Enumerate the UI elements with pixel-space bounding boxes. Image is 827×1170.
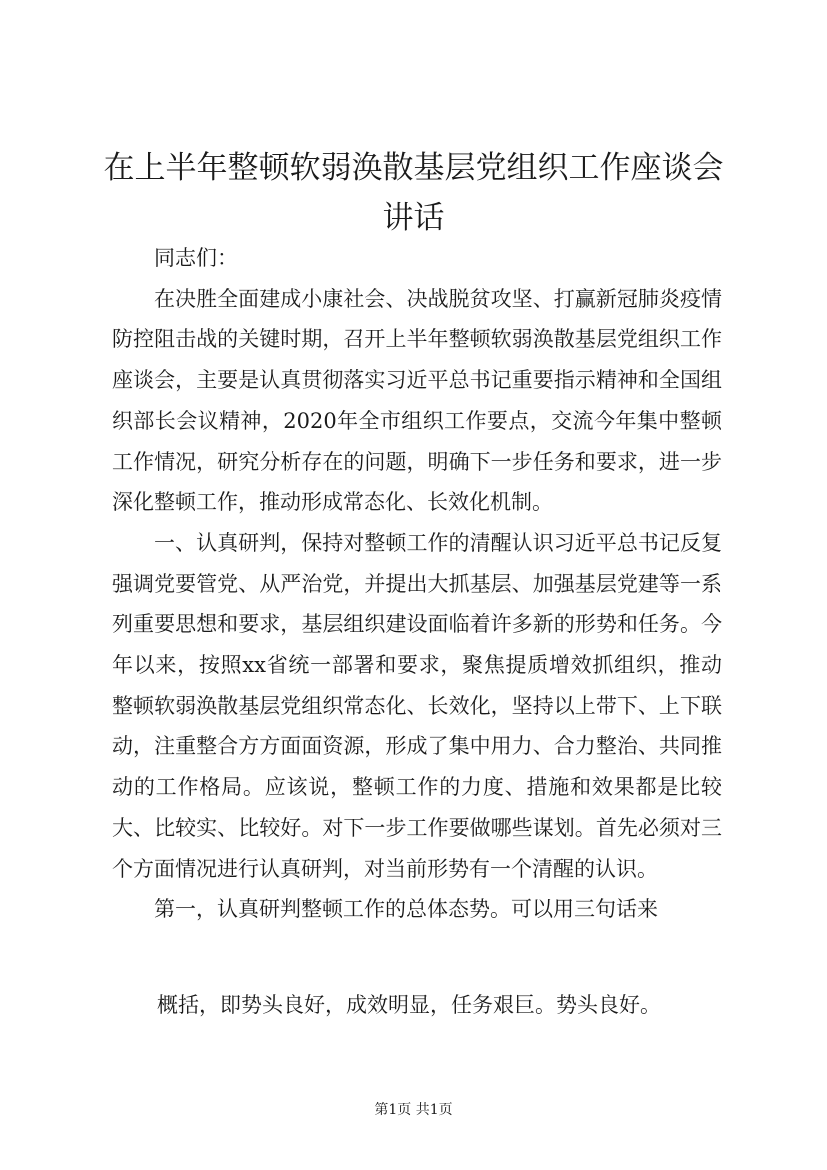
salutation: 同志们： [154,246,238,270]
document-body [112,238,722,930]
paragraph-first-point: 第一，认真研判整顿工作的总体态势。可以用三句话来 [154,897,658,922]
paragraph-continuation: 概括，即势头良好，成效明显，任务艰巨。势头良好。 [157,993,661,1017]
paragraph-intro: 在决胜全面建成小康社会、决战脱贫攻坚、打赢新冠肺炎疫情防控阻击战的关键时期，召开上半年整顿软弱涣散基层党组织工作座谈会，主要是认真贯彻落实习近平总书记重要指示精神和全国组织部长会议精神，2020年全市组织工作要点，交流今年集中整顿工作情况，研究分析存在的问题，明确下一步任务和要求，进一步深化整顿工作，推动形成常态化、长效化机制。 [112,286,722,515]
paragraph-section-one: 一、认真研判，保持对整顿工作的清醒认识习近平总书记反复强调党要管党、从严治党，并提出大抓基层、加强基层党建等一系列重要思想和要求，基层组织建设面临着许多新的形势和任务。今年以来，按照xx省统一部署和要求，聚焦提质增效抓组织，推动整顿软弱涣散基层党组织常态化、长效化，坚持以上带下、上下联动，注重整合方方面面资源，形成了集中用力、合力整治、共同推动的工作格局。应该说，整顿工作的力度、措施和效果都是比较大、比较实、比较好。对下一步工作要做哪些谋划。首先必须对三个方面情况进行认真研判，对当前形势有一个清醒的认识。 [112,530,722,881]
page-footer: 第1页 共1页 [374,1102,453,1118]
document-title: 在上半年整顿软弱涣散基层党组织工作座谈会讲话 [103,150,724,236]
